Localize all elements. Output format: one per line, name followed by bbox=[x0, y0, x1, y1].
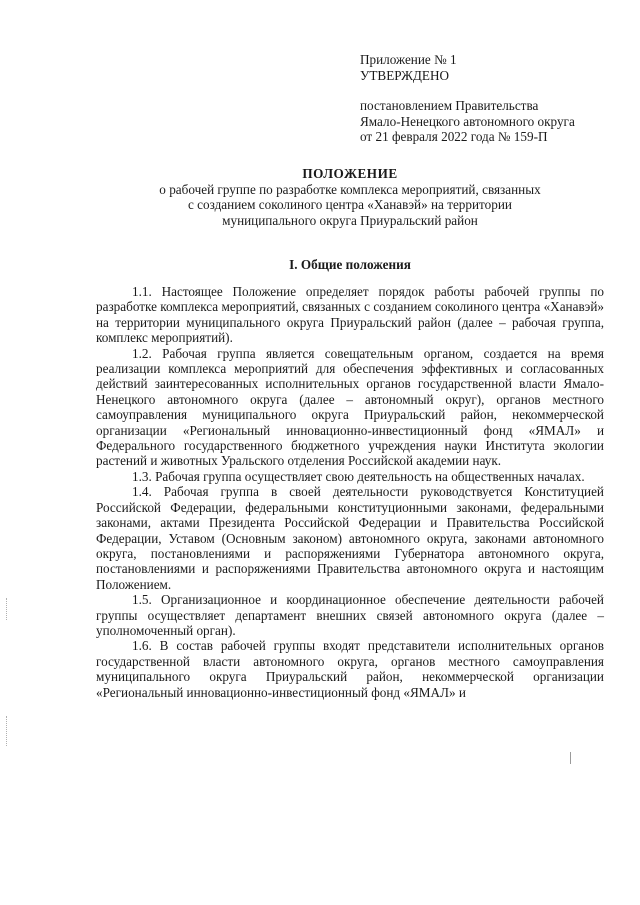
approval-block bbox=[360, 52, 620, 145]
paragraph-1-6: 1.6. В состав рабочей группы входят представители исполнительных органов государственной власти автономного округа, органов местного самоуправления муниципального округа Приуральский район, некоммерческой организации «Региональный инновационно-инвестиционный фонд «ЯМАЛ» и bbox=[96, 638, 604, 700]
document-subtitle-line-3: муниципального округа Приуральский район bbox=[222, 212, 478, 228]
document-subtitle-line-1: о рабочей группе по разработке комплекса мероприятий, связанных bbox=[159, 181, 541, 197]
approval-spacer bbox=[360, 83, 620, 98]
paragraph-1-4: 1.4. Рабочая группа в своей деятельности руководствуется Конституцией Российской Федерации, федеральными конституционными законами, федеральными законами, актами Президента Российской Федерации и Правительства Российской Федерации, Уставом (Основным законом) автономного округа, законами автономного округа, постановлениями и распоряжениями Губернатора автономного округа, постановлениями и распоряжениями Правительства автономного округа и настоящим Положением. bbox=[96, 484, 604, 592]
paragraph-1-1: 1.1. Настоящее Положение определяет порядок работы рабочей группы по разработке комплекса мероприятий, связанных с созданием соколиного центра «Ханавэй» на территории муниципального округа Приуральский район (далее – рабочая группа, комплекс мероприятий). bbox=[96, 284, 604, 346]
section-heading: I. Общие положения bbox=[289, 257, 411, 272]
document-title: ПОЛОЖЕНИЕ bbox=[302, 166, 398, 181]
resolution-date-line: от 21 февраля 2022 года № 159-П bbox=[360, 129, 548, 144]
scan-margin-dots bbox=[6, 598, 8, 620]
document-title-block bbox=[90, 166, 610, 228]
resolution-line: постановлением Правительства bbox=[360, 98, 539, 113]
paragraph-1-3: 1.3. Рабочая группа осуществляет свою деятельность на общественных началах. bbox=[132, 468, 585, 484]
scan-artifact-mark bbox=[570, 752, 571, 764]
appendix-number: Приложение № 1 bbox=[360, 52, 457, 67]
government-line: Ямало-Ненецкого автономного округа bbox=[360, 113, 575, 129]
paragraph-1-5: 1.5. Организационное и координационное обеспечение деятельности рабочей группы осуществляет департамент внешних связей автономного округа (далее – уполномоченный орган). bbox=[96, 592, 604, 638]
approved-label: УТВЕРЖДЕНО bbox=[360, 67, 450, 83]
document-subtitle-line-2: с созданием соколиного центра «Ханавэй» на территории bbox=[188, 197, 512, 212]
document-body bbox=[96, 284, 604, 700]
scan-margin-dots bbox=[6, 716, 8, 746]
paragraph-1-2: 1.2. Рабочая группа является совещательным органом, создается на время реализации комплекса мероприятий для обеспечения эффективных и согласованных действий заинтересованных исполнительных органов государственной власти Ямало-Ненецкого автономного округа (далее – автономный округ), органов местного самоуправления муниципального округа Приуральский район, некоммерческой организации «Региональный инновационно-инвестиционный фонд «ЯМАЛ» и Федерального государственного бюджетного учреждения науки Института экологии растений и животных Уральского отделения Российской академии наук. bbox=[96, 345, 604, 469]
